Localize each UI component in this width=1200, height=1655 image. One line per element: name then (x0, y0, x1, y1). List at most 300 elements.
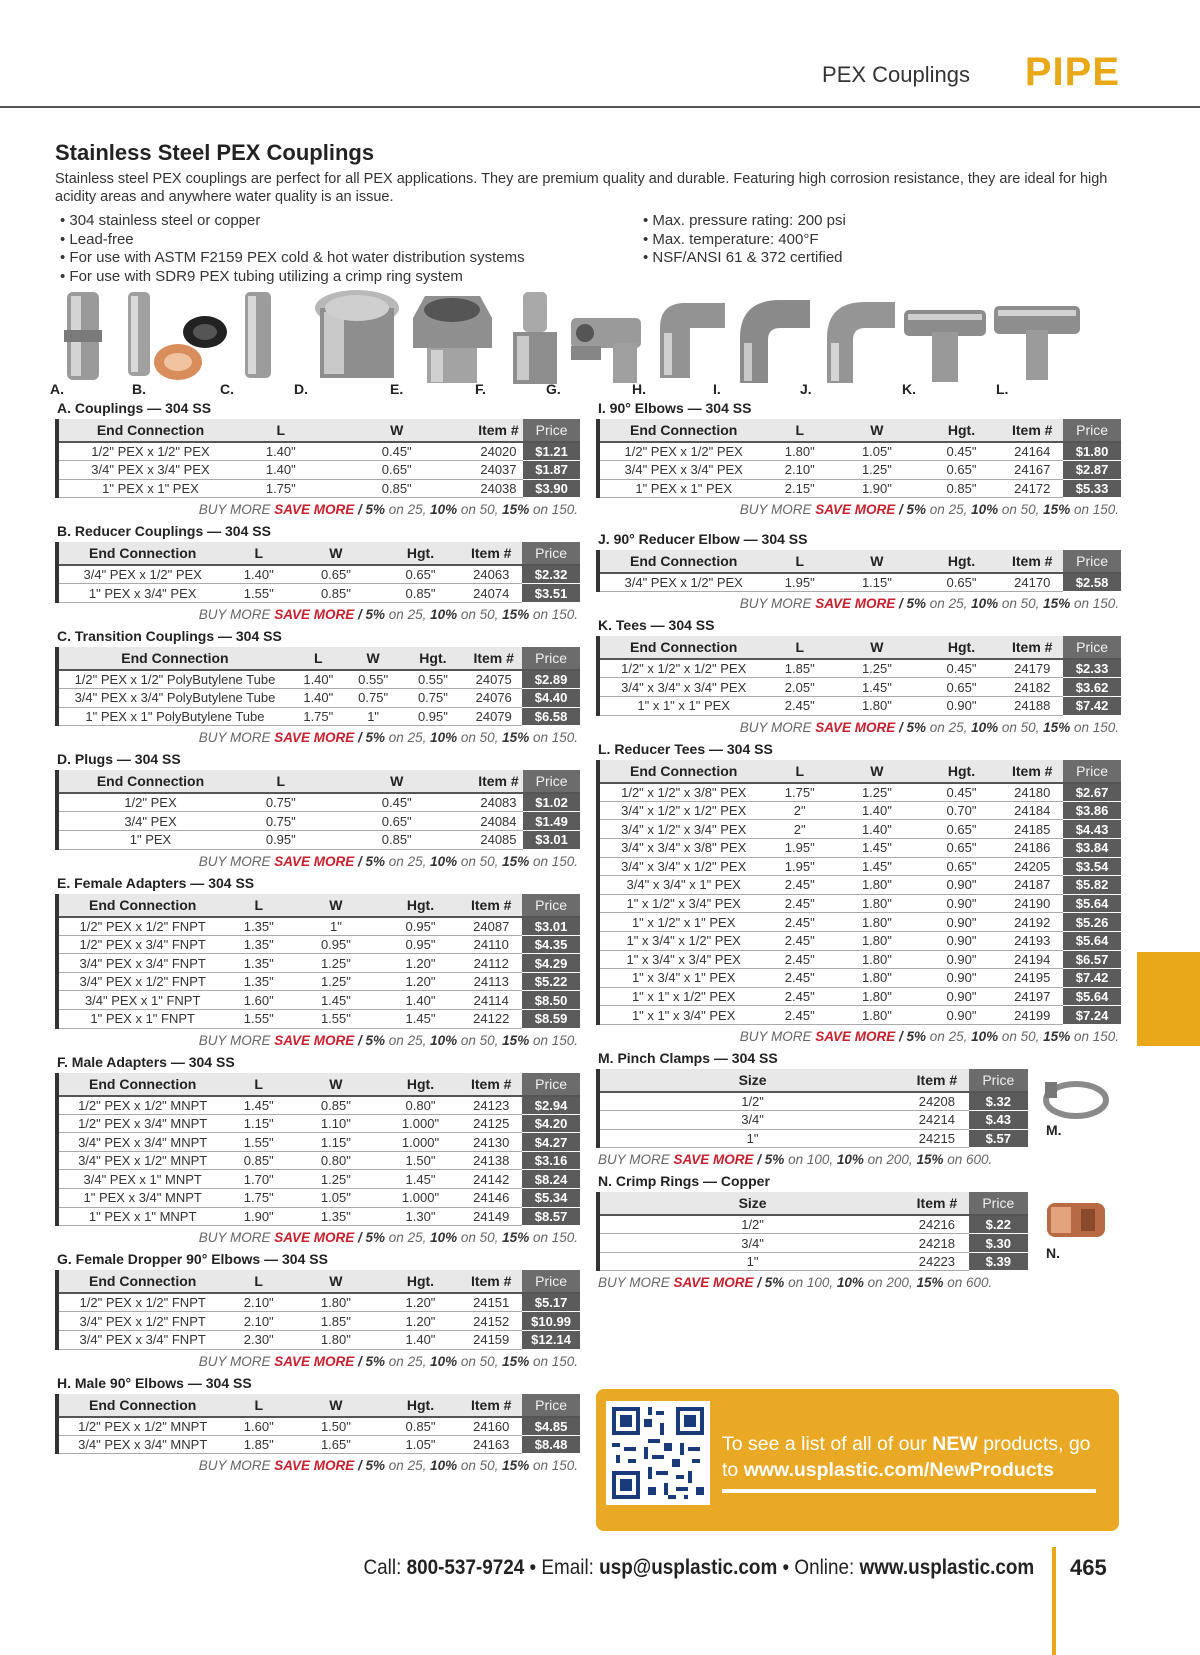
discount-save: SAVE MORE (274, 1230, 355, 1246)
discount-slash: / (753, 1275, 765, 1291)
price-cell: $5.33 (1063, 479, 1121, 498)
price-table (596, 636, 1121, 715)
column-header: L (226, 894, 291, 917)
table-cell: 1.45" (832, 838, 922, 857)
table-cell: 3/4" PEX (57, 812, 242, 831)
discount-on2: on 50, (457, 1032, 503, 1048)
table-cell: 0.55" (401, 670, 466, 689)
table-cell: 1" x 3/4" x 1/2" PEX (598, 931, 767, 950)
price-cell: $5.34 (522, 1189, 580, 1208)
discount-prefix: BUY MORE (739, 719, 816, 735)
table-row (598, 659, 1121, 678)
table-cell: 0.85" (381, 584, 461, 603)
section-heading: I. 90° Elbows — 304 SS (598, 400, 752, 416)
table-cell: 0.90" (922, 894, 1002, 913)
table-cell: 2.30" (226, 1330, 291, 1349)
table-cell: 1.55" (226, 1010, 291, 1029)
discount-slash: / (354, 730, 366, 746)
table-cell: 24110 (460, 935, 522, 954)
table-cell: 24184 (1001, 801, 1063, 820)
table-cell: 24074 (460, 584, 522, 603)
pinch-clamp-image (1041, 1070, 1111, 1125)
discount-slash: / (354, 606, 366, 622)
table-row (57, 670, 580, 689)
price-cell: $5.64 (1063, 894, 1121, 913)
table-cell: 2.45" (767, 950, 832, 969)
table-cell: 24152 (460, 1312, 522, 1331)
footer-divider (1052, 1547, 1056, 1655)
table-cell: 24199 (1001, 1006, 1063, 1025)
table-cell: 0.65" (381, 565, 461, 584)
table-cell: 1.40" (291, 670, 346, 689)
column-header: Hgt. (381, 1270, 461, 1293)
table-row (57, 830, 580, 849)
discount-on1: on 100, (784, 1275, 837, 1291)
bulk-discount-note (55, 607, 580, 622)
table-cell: 3/4" PEX x 1/2" MNPT (57, 1151, 226, 1170)
table-cell: 3/4" x 3/4" x 1/2" PEX (598, 857, 767, 876)
table-cell: 1.80" (832, 950, 922, 969)
feature-bullet: • 304 stainless steel or copper (60, 212, 525, 231)
table-cell: 1/2" x 1/2" x 1/2" PEX (598, 659, 767, 678)
price-table (596, 760, 1121, 1025)
column-header: W (832, 419, 922, 442)
price-cell: $1.49 (523, 812, 580, 831)
column-header: Item # (460, 1073, 522, 1096)
column-header: End Connection (57, 1270, 226, 1293)
male-elbow-image (650, 288, 730, 388)
table-cell: 1" PEX x 1" PolyButylene Tube (57, 707, 291, 726)
discount-on2: on 200, (863, 1275, 917, 1291)
promo-line1-end: products, go (977, 1433, 1091, 1455)
table-row (598, 950, 1121, 969)
table-cell: 2.45" (767, 931, 832, 950)
table-cell: 1" PEX x 1" MNPT (57, 1207, 226, 1226)
table-cell: 3/4" x 3/4" x 3/4" PEX (598, 678, 767, 697)
table-cell: 3/4" PEX x 1/2" PEX (57, 565, 226, 584)
table-cell: 1.000" (381, 1189, 461, 1208)
table-cell: 24163 (460, 1435, 522, 1454)
column-header: End Connection (598, 419, 767, 442)
table-cell: 1.85" (226, 1435, 291, 1454)
phone-link[interactable]: 800-537-9724 (406, 1556, 525, 1579)
promo-line2: to (722, 1459, 744, 1481)
discount-prefix: BUY MORE (198, 730, 275, 746)
discount-t1: 5% (365, 1230, 386, 1246)
column-header: L (767, 550, 832, 573)
column-header: Hgt. (381, 894, 461, 917)
discount-on2: on 50, (998, 719, 1044, 735)
email-link[interactable]: usp@usplastic.com (598, 1556, 778, 1579)
table-cell: 1" x 3/4" x 1" PEX (598, 969, 767, 988)
section-heading: C. Transition Couplings — 304 SS (57, 627, 282, 644)
column-header: End Connection (57, 542, 226, 565)
table-cell: 1.65" (291, 1435, 381, 1454)
column-header: End Connection (57, 1394, 226, 1417)
price-cell: $.30 (969, 1234, 1028, 1253)
call-label: Call: (363, 1556, 407, 1579)
column-header: W (291, 542, 381, 565)
price-cell: $.57 (969, 1129, 1028, 1148)
discount-slash: / (354, 1230, 366, 1246)
discount-on3: on 150. (529, 1353, 578, 1369)
discount-on1: on 25, (926, 502, 972, 518)
column-header: Item # (460, 1394, 522, 1417)
table-cell: 0.65" (922, 820, 1002, 839)
table-cell: 2" (767, 801, 832, 820)
table-cell: 1.45" (381, 1170, 461, 1189)
table-cell: 1.90" (226, 1207, 291, 1226)
discount-on1: on 25, (385, 1353, 431, 1369)
discount-prefix: BUY MORE (598, 1152, 674, 1168)
column-header: Price (969, 1192, 1028, 1215)
table-cell: 0.45" (320, 442, 474, 461)
table-row (57, 793, 580, 812)
table-row (598, 838, 1121, 857)
column-header: L (767, 760, 832, 783)
table-cell: 24038 (474, 479, 523, 498)
discount-on1: on 25, (385, 730, 431, 746)
table-cell: 24079 (465, 707, 522, 726)
price-cell: $1.21 (523, 442, 580, 461)
price-cell: $3.84 (1063, 838, 1121, 857)
discount-slash: / (354, 502, 366, 518)
table-cell: 0.90" (922, 876, 1002, 895)
discount-t1: 5% (365, 606, 386, 622)
table-cell: 24075 (465, 670, 522, 689)
section-heading: B. Reducer Couplings — 304 SS (57, 523, 271, 540)
table-cell: 1.50" (381, 1151, 461, 1170)
discount-t2: 10% (971, 596, 999, 612)
discount-t1: 5% (365, 1032, 386, 1048)
table-cell: 1.70" (226, 1170, 291, 1189)
column-header: Size (598, 1069, 905, 1092)
table-cell: 1.55" (226, 1133, 291, 1152)
discount-t2: 10% (430, 1353, 458, 1369)
discount-prefix: BUY MORE (739, 596, 816, 612)
discount-slash: / (753, 1152, 765, 1168)
table-cell: 1" x 1/2" x 1" PEX (598, 913, 767, 932)
discount-prefix: BUY MORE (198, 1230, 275, 1246)
table-cell: 1.80" (832, 969, 922, 988)
discount-on1: on 25, (385, 1230, 431, 1246)
price-table (596, 550, 1121, 592)
table-cell: 2.45" (767, 969, 832, 988)
table-cell: 24112 (460, 954, 522, 973)
discount-t1: 5% (365, 502, 386, 518)
discount-prefix: BUY MORE (739, 502, 816, 518)
photo-label: L. (996, 381, 1009, 397)
table-header-row (57, 647, 580, 670)
table-cell: 24197 (1001, 987, 1063, 1006)
table-cell: 24160 (460, 1417, 522, 1436)
discount-save: SAVE MORE (274, 730, 355, 746)
page-title: Stainless Steel PEX Couplings (55, 140, 375, 165)
table-cell: 0.95" (381, 935, 461, 954)
photo-label: E. (390, 381, 404, 397)
table-row (57, 1151, 580, 1170)
table-cell: 2.45" (767, 913, 832, 932)
price-cell: $8.48 (522, 1435, 580, 1454)
discount-t2: 10% (430, 606, 458, 622)
price-cell: $.32 (969, 1092, 1028, 1111)
table-cell: 24083 (474, 793, 523, 812)
table-cell: 2.10" (767, 461, 832, 480)
table-cell: 0.45" (320, 793, 474, 812)
table-cell: 0.75" (401, 689, 466, 708)
price-cell: $3.90 (523, 479, 580, 498)
discount-slash: / (895, 719, 907, 735)
discount-save: SAVE MORE (815, 1028, 896, 1044)
table-row (598, 1129, 1028, 1148)
column-header: Item # (1001, 760, 1063, 783)
qr-code-icon[interactable] (606, 1401, 710, 1505)
column-header: W (291, 894, 381, 917)
table-row (57, 565, 580, 584)
section-heading: L. Reducer Tees — 304 SS (598, 740, 773, 757)
discount-save: SAVE MORE (815, 596, 896, 612)
discount-t1: 5% (365, 730, 386, 746)
table-cell: 0.75" (242, 812, 320, 831)
discount-on2: on 50, (457, 853, 503, 869)
email-label: • Email: (524, 1556, 599, 1579)
table-row (598, 1234, 1028, 1253)
table-cell: 1.55" (291, 1010, 381, 1029)
table-row (57, 479, 580, 498)
table-cell: 0.90" (922, 931, 1002, 950)
table-cell: 24020 (474, 442, 523, 461)
bulk-discount-note (596, 502, 1121, 517)
table-header-row (598, 1192, 1028, 1215)
promo-url-link[interactable]: www.usplastic.com/NewProducts (743, 1459, 1054, 1481)
column-header: End Connection (598, 760, 767, 783)
price-cell: $.43 (969, 1110, 1028, 1129)
table-cell: 24218 (905, 1234, 968, 1253)
discount-prefix: BUY MORE (198, 502, 275, 518)
price-cell: $2.32 (522, 565, 580, 584)
table-cell: 0.85" (291, 584, 381, 603)
section-heading: J. 90° Reducer Elbow — 304 SS (598, 531, 808, 548)
discount-on2: on 200, (863, 1152, 917, 1168)
column-header: Price (523, 419, 580, 442)
price-cell: $4.20 (522, 1114, 580, 1133)
table-cell: 24208 (905, 1092, 968, 1111)
photo-label: I. (713, 381, 721, 397)
table-cell: 24122 (460, 1010, 522, 1029)
table-cell: 3/4" x 1/2" x 3/4" PEX (598, 820, 767, 839)
product-section (55, 1054, 580, 1246)
price-cell: $4.27 (522, 1133, 580, 1152)
discount-t2: 10% (430, 730, 458, 746)
discount-slash: / (895, 596, 907, 612)
table-cell: 3/4" PEX x 1" FNPT (57, 991, 226, 1010)
discount-save: SAVE MORE (274, 502, 355, 518)
photo-label: D. (294, 381, 308, 397)
price-table (55, 542, 580, 603)
table-cell: 1" x 1" x 3/4" PEX (598, 1006, 767, 1025)
table-cell: 1.35" (291, 1207, 381, 1226)
column-header: End Connection (57, 419, 242, 442)
table-cell: 24087 (460, 917, 522, 936)
table-cell: 1/2" PEX x 1/2" MNPT (57, 1096, 226, 1115)
discount-t3: 15% (502, 853, 530, 869)
photo-label: H. (632, 381, 646, 397)
table-cell: 1.25" (832, 783, 922, 802)
section-heading: H. Male 90° Elbows — 304 SS (57, 1374, 252, 1391)
table-row (598, 801, 1121, 820)
table-cell: 0.65" (291, 565, 381, 584)
discount-t1: 5% (365, 853, 386, 869)
bulk-discount-note (596, 596, 1121, 611)
product-section (55, 1251, 580, 1368)
table-cell: 1.40" (832, 801, 922, 820)
table-cell: 3/4" PEX x 1/2" FNPT (57, 972, 226, 991)
discount-t2: 10% (430, 1458, 458, 1474)
table-cell: 1.95" (767, 857, 832, 876)
column-header: Item # (460, 542, 522, 565)
discount-t2: 10% (430, 502, 458, 518)
table-cell: 1.35" (226, 917, 291, 936)
table-cell: 24084 (474, 812, 523, 831)
table-cell: 1.75" (291, 707, 346, 726)
table-cell: 1.05" (832, 442, 922, 461)
column-header: Price (1063, 550, 1121, 573)
column-header: Item # (905, 1192, 968, 1215)
column-header: Price (522, 1270, 580, 1293)
table-cell: 24223 (905, 1252, 968, 1271)
price-cell: $3.86 (1063, 801, 1121, 820)
discount-t3: 15% (502, 730, 530, 746)
price-cell: $10.99 (522, 1312, 580, 1331)
table-cell: 24182 (1001, 678, 1063, 697)
table-row (598, 1092, 1028, 1111)
table-cell: 1.25" (291, 1170, 381, 1189)
table-cell: 24123 (460, 1096, 522, 1115)
table-cell: 0.90" (922, 969, 1002, 988)
table-cell: 1.15" (832, 573, 922, 592)
column-header: L (226, 542, 291, 565)
discount-t2: 10% (971, 1028, 999, 1044)
discount-on2: on 50, (998, 502, 1044, 518)
discount-slash: / (354, 1353, 366, 1369)
table-cell: 24125 (460, 1114, 522, 1133)
price-cell: $2.67 (1063, 783, 1121, 802)
column-header: Price (1063, 760, 1121, 783)
table-cell: 0.85" (922, 479, 1002, 498)
discount-on1: on 25, (385, 1032, 431, 1048)
table-row (598, 461, 1121, 480)
product-section (55, 523, 580, 622)
column-header: Hgt. (922, 636, 1002, 659)
price-cell: $8.57 (522, 1207, 580, 1226)
table-cell: 1.80" (832, 876, 922, 895)
table-header-row (598, 550, 1121, 573)
discount-on2: on 50, (998, 1028, 1044, 1044)
table-header-row (57, 1394, 580, 1417)
column-header: Price (522, 894, 580, 917)
table-row (598, 1215, 1028, 1234)
intro (55, 140, 1125, 206)
right-column (596, 398, 1121, 1296)
price-cell: $7.24 (1063, 1006, 1121, 1025)
discount-on2: on 50, (457, 1353, 503, 1369)
price-cell: $8.59 (522, 1010, 580, 1029)
product-section (596, 741, 1121, 1044)
product-section (55, 875, 580, 1048)
column-header: W (291, 1073, 381, 1096)
discount-on1: on 25, (385, 1458, 431, 1474)
discount-on3: on 150. (1070, 719, 1119, 735)
table-cell: 2.45" (767, 876, 832, 895)
feature-bullet: • Max. temperature: 400°F (643, 231, 846, 250)
discount-slash: / (354, 853, 366, 869)
table-cell: 1/2" PEX x 1/2" MNPT (57, 1417, 226, 1436)
table-cell: 3/4" PEX x 3/4" MNPT (57, 1133, 226, 1152)
table-cell: 3/4" x 1/2" x 1/2" PEX (598, 801, 767, 820)
table-cell: 1.20" (381, 1312, 461, 1331)
discount-prefix: BUY MORE (198, 606, 275, 622)
table-cell: 0.75" (346, 689, 401, 708)
feature-bullet: • Max. pressure rating: 200 psi (643, 212, 846, 231)
new-products-banner[interactable] (596, 1389, 1119, 1531)
column-header: End Connection (598, 636, 767, 659)
table-row (598, 931, 1121, 950)
table-cell: 24037 (474, 461, 523, 480)
table-cell: 24188 (1001, 697, 1063, 716)
table-row (57, 1312, 580, 1331)
table-cell: 0.65" (320, 812, 474, 831)
table-cell: 24192 (1001, 913, 1063, 932)
table-cell: 1.40" (832, 820, 922, 839)
section-heading: A. Couplings — 304 SS (57, 400, 212, 416)
table-cell: 24170 (1001, 573, 1063, 592)
table-cell: 24215 (905, 1129, 968, 1148)
table-cell: 2" (767, 820, 832, 839)
table-cell: 1.75" (242, 479, 320, 498)
table-cell: 24142 (460, 1170, 522, 1189)
discount-on3: on 600. (943, 1275, 993, 1291)
discount-t2: 10% (971, 502, 999, 518)
table-row (57, 442, 580, 461)
table-cell: 1.20" (381, 972, 461, 991)
table-cell: 1.35" (226, 972, 291, 991)
website-link[interactable]: www.usplastic.com (859, 1556, 1034, 1579)
price-cell: $8.50 (522, 991, 580, 1010)
column-header: Item # (474, 770, 523, 793)
table-cell: 1.80" (832, 697, 922, 716)
table-cell: 3/4" PEX x 3/4" MNPT (57, 1435, 226, 1454)
table-cell: 1.90" (832, 479, 922, 498)
table-row (598, 987, 1121, 1006)
table-cell: 1.000" (381, 1114, 461, 1133)
table-cell: 1.55" (226, 584, 291, 603)
table-cell: 1.25" (832, 659, 922, 678)
table-cell: 0.85" (381, 1417, 461, 1436)
table-cell: 24190 (1001, 894, 1063, 913)
discount-on3: on 600. (943, 1152, 993, 1168)
male-adapter-image (505, 288, 565, 388)
table-header-row (57, 894, 580, 917)
table-cell: 2.45" (767, 894, 832, 913)
discount-on2: on 50, (998, 596, 1044, 612)
discount-t1: 5% (764, 1275, 785, 1291)
price-cell: $1.02 (523, 793, 580, 812)
table-cell: 2.10" (226, 1293, 291, 1312)
price-cell: $5.64 (1063, 931, 1121, 950)
table-cell: 24187 (1001, 876, 1063, 895)
price-table (55, 770, 580, 849)
bulk-discount-note (55, 1033, 580, 1048)
